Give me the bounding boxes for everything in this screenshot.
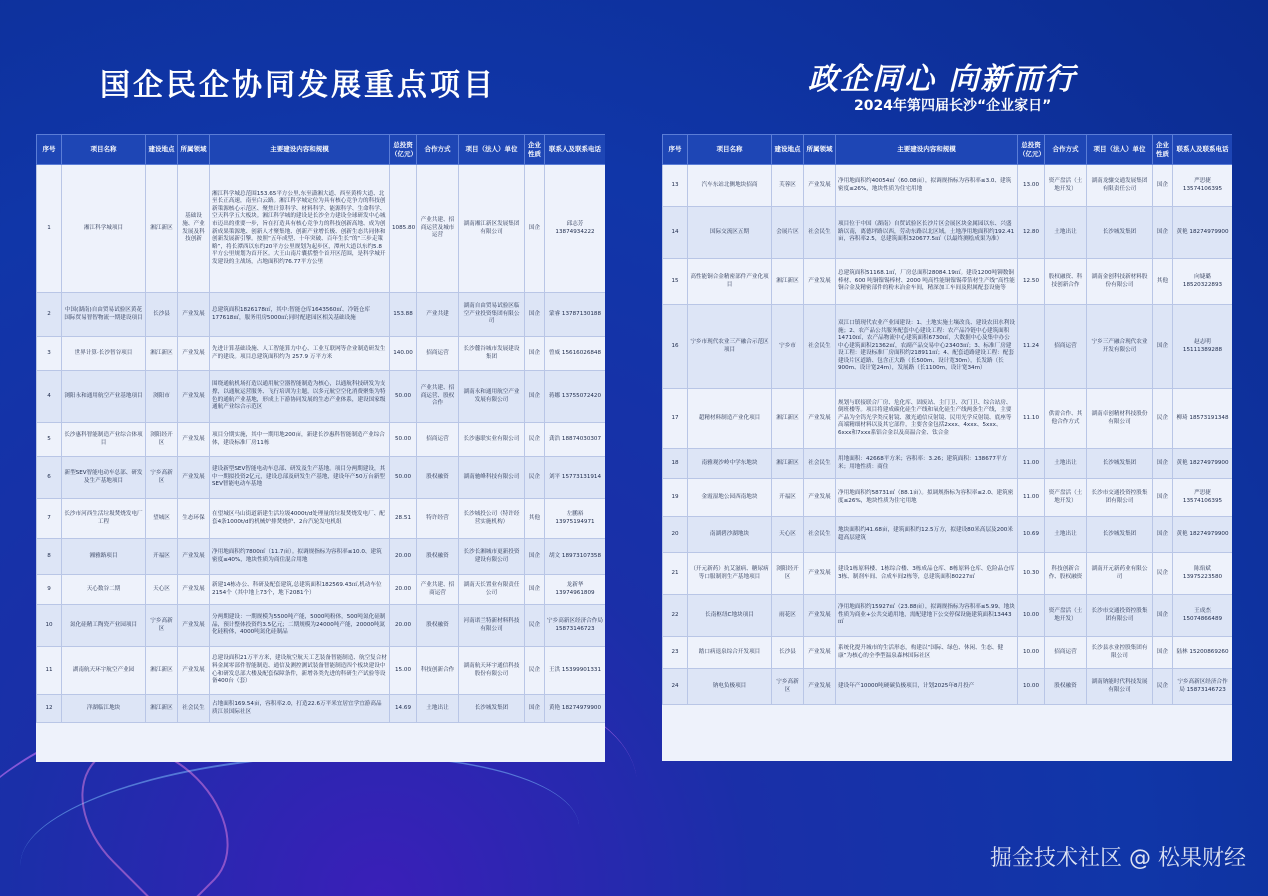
- cell-field: 产业发展: [178, 337, 210, 371]
- column-header-project-name: 项目名称: [688, 135, 772, 165]
- table-row: [663, 207, 1233, 259]
- cell-contact: 黄艳 18274979900: [1173, 517, 1233, 553]
- cell-legal-unit: 湖南自由贸易试验区临空产业投资集团有限公司: [459, 293, 525, 337]
- cell-field: 产业发展: [804, 637, 836, 669]
- cell-row-number: 11: [37, 647, 62, 695]
- cell-contact: 蒋娜 13755072420: [545, 371, 606, 423]
- cell-investment: 10.00: [1018, 595, 1045, 637]
- cell-row-number: 24: [663, 669, 688, 705]
- column-header-field: 所属领域: [178, 135, 210, 165]
- cell-field: 产业发展: [178, 293, 210, 337]
- cell-cooperation-mode: 股权融资、科技创新合作: [1045, 259, 1087, 305]
- cell-content: 地块面积约41.68亩，建筑面积约12.5万方，拟建设80米高层及200米超高层建筑: [836, 517, 1018, 553]
- cell-project-name: 高性能铜合金精密部件产业化项目: [688, 259, 772, 305]
- cell-enterprise-nature: 国企: [1153, 165, 1173, 207]
- cell-row-number: 13: [663, 165, 688, 207]
- cell-location: 会展片区: [772, 207, 804, 259]
- cell-project-name: 长沙惠科智能制造产业综合体项目: [62, 423, 146, 457]
- column-header-legal-unit: 项目（法人）单位: [1087, 135, 1153, 165]
- cell-content: 用地面积：42668平方米；容积率：3.26；建筑面积：138677平方米；用地性质：商住: [836, 449, 1018, 479]
- cell-cooperation-mode: 招商运营: [417, 423, 459, 457]
- cell-contact: 宁乡高新区经济合作局 15873146723: [1173, 669, 1233, 705]
- column-header-investment: 总投资（亿元）: [390, 135, 417, 165]
- table-row: [663, 305, 1233, 389]
- event-subtitle: 2024年第四届长沙“企业家日”: [854, 98, 1052, 114]
- cell-contact: 严思捷 13574106395: [1173, 165, 1233, 207]
- cell-cooperation-mode: 招商运营: [1045, 637, 1087, 669]
- cell-project-name: 氮化硅精工陶瓷产业园项目: [62, 605, 146, 647]
- cell-project-name: 超精材料制造产业化项目: [688, 389, 772, 449]
- cell-row-number: 9: [37, 575, 62, 605]
- cell-field: 产业发展: [178, 605, 210, 647]
- table-header-row: [37, 135, 606, 165]
- cell-legal-unit: 长沙惠联实业有限公司: [459, 423, 525, 457]
- page-title: 国企民企协同发展重点项目: [100, 68, 496, 103]
- cell-legal-unit: 长沙市交通投资控股集团有限公司: [1087, 479, 1153, 517]
- cell-field: 生态环保: [178, 499, 210, 539]
- cell-legal-unit: 长沙麓谷城市发展建设集团: [459, 337, 525, 371]
- slogan: 政企同心 向新而行: [808, 62, 1077, 97]
- cell-enterprise-nature: 民企: [1153, 553, 1173, 595]
- column-header-row-number: 序号: [663, 135, 688, 165]
- cell-field: 社会民生: [804, 517, 836, 553]
- cell-location: 宁乡高新区: [146, 605, 178, 647]
- cell-investment: 11.24: [1018, 305, 1045, 389]
- cell-enterprise-nature: 其他: [1153, 259, 1173, 305]
- cell-field: 社会民生: [804, 449, 836, 479]
- table-row: [663, 553, 1233, 595]
- cell-field: 产业发展: [178, 575, 210, 605]
- cell-contact: 龚浩 18874030307: [545, 423, 606, 457]
- cell-row-number: 17: [663, 389, 688, 449]
- cell-field: 产业发展: [178, 423, 210, 457]
- cell-legal-unit: 长沙县水业控股集团有限公司: [1087, 637, 1153, 669]
- cell-contact: 向婕璐 18520322893: [1173, 259, 1233, 305]
- cell-enterprise-nature: 国企: [525, 337, 545, 371]
- cell-field: 产业发展: [178, 457, 210, 499]
- table-row: [37, 499, 606, 539]
- cell-legal-unit: 长沙城发集团: [1087, 517, 1153, 553]
- cell-legal-unit: 湖南驰峰科技有限公司: [459, 457, 525, 499]
- cell-location: 湘江新区: [772, 389, 804, 449]
- cell-location: 雨花区: [772, 595, 804, 637]
- cell-cooperation-mode: 招商运营: [1045, 305, 1087, 389]
- cell-project-name: 浏阳永和通用航空产业基地项目: [62, 371, 146, 423]
- cell-project-name: 湘江科学城项目: [62, 165, 146, 293]
- cell-enterprise-nature: 国企: [1153, 305, 1173, 389]
- cell-investment: 140.00: [390, 337, 417, 371]
- column-header-field: 所属领域: [804, 135, 836, 165]
- cell-legal-unit: 长沙城投公司（特许经营实施机构）: [459, 499, 525, 539]
- cell-location: 湘江新区: [772, 449, 804, 479]
- cell-content: 净用地面积约40054㎡（60.08亩），拟调规指标为容积率≤3.0、建筑密度≤26%，地块性质为住宅用地: [836, 165, 1018, 207]
- cell-project-name: 长沙市河西生活垃圾焚烧发电厂工程: [62, 499, 146, 539]
- cell-field: 产业发展: [804, 553, 836, 595]
- cell-row-number: 4: [37, 371, 62, 423]
- cell-content: 占地面积169.54亩，容积率2.0，打造22.6万平米宜居宜学宜游高品质江景国际社区: [210, 695, 390, 723]
- cell-legal-unit: 长沙城发集团: [1087, 207, 1153, 259]
- cell-contact: 龙新华 13974961809: [545, 575, 606, 605]
- cell-content: 总建筑面积1826178㎡，其中:智能仓库1643560㎡、冷链仓库177618㎡，服务用房5000㎡;同时配建园区相关基础设施: [210, 293, 390, 337]
- cell-investment: 20.00: [390, 605, 417, 647]
- cell-contact: 蒙睿 13787130188: [545, 293, 606, 337]
- cell-legal-unit: 河南诺兰特新材料科技有限公司: [459, 605, 525, 647]
- cell-project-name: （开元新药）抗艾滋病、糖尿病等口服制剂生产基地项目: [688, 553, 772, 595]
- cell-investment: 11.00: [1018, 479, 1045, 517]
- cell-content: 先进计算基础设施、人工智能算力中心、工业互联网等企业制造研发生产的建设。项目总建筑面积约为 257.9 万平方米: [210, 337, 390, 371]
- table-row: [663, 449, 1233, 479]
- cell-cooperation-mode: 股权融资: [1045, 669, 1087, 705]
- table-row: [663, 517, 1233, 553]
- cell-location: 宁乡高新区: [146, 457, 178, 499]
- cell-investment: 10.30: [1018, 553, 1045, 595]
- column-header-content: 主要建设内容和规模: [836, 135, 1018, 165]
- cell-content: 系统化提升城市的生活形态，构建以“国际、绿色、休闲、生态、健康”为核心的全季型温泉森林国际社区: [836, 637, 1018, 669]
- table-row: [37, 539, 606, 575]
- cell-location: 湘江新区: [772, 259, 804, 305]
- cell-project-name: 洋湖临江地块: [62, 695, 146, 723]
- table-row: [37, 457, 606, 499]
- cell-contact: 刘平 15773131914: [545, 457, 606, 499]
- table-row: [663, 479, 1233, 517]
- cell-location: 浏阳经开区: [146, 423, 178, 457]
- cell-contact: 柳琦 18573191348: [1173, 389, 1233, 449]
- left-project-table: [36, 134, 605, 723]
- cell-legal-unit: 湖南开元新药业有限公司: [1087, 553, 1153, 595]
- cell-location: 开福区: [146, 539, 178, 575]
- cell-location: 天心区: [146, 575, 178, 605]
- cell-field: 基础设施、产业发展及科技创新: [178, 165, 210, 293]
- cell-project-name: 南雅观沙岭中学东地块: [688, 449, 772, 479]
- cell-row-number: 23: [663, 637, 688, 669]
- column-header-legal-unit: 项目（法人）单位: [459, 135, 525, 165]
- cell-row-number: 10: [37, 605, 62, 647]
- column-header-enterprise-nature: 企业性质: [1153, 135, 1173, 165]
- cell-location: 宁乡市: [772, 305, 804, 389]
- cell-field: 产业发展: [178, 539, 210, 575]
- cell-location: 湘江新区: [146, 647, 178, 695]
- cell-location: 浏阳经开区: [772, 553, 804, 595]
- cell-cooperation-mode: 股权融资: [417, 457, 459, 499]
- table-row: [37, 695, 606, 723]
- cell-investment: 28.51: [390, 499, 417, 539]
- cell-investment: 10.00: [1018, 669, 1045, 705]
- cell-investment: 20.00: [390, 539, 417, 575]
- column-header-investment: 总投资（亿元）: [1018, 135, 1045, 165]
- table-row: [663, 259, 1233, 305]
- cell-content: 分两期建设：一期规模为5500吨产能，5000吨粉体，500吨氮化硅制品，预计整体投资约3.5亿元；二期规模为24000吨产能，20000吨氮化硅粉体，4000吨氮化硅制品: [210, 605, 390, 647]
- cell-project-name: 新型SEV智能电动车总部、研发及生产基地项目: [62, 457, 146, 499]
- cell-field: 产业发展: [804, 389, 836, 449]
- cell-location: 望城区: [146, 499, 178, 539]
- cell-investment: 1085.80: [390, 165, 417, 293]
- cell-enterprise-nature: 民企: [525, 647, 545, 695]
- cell-row-number: 8: [37, 539, 62, 575]
- cell-legal-unit: 湖南航天环宇通信科技股份有限公司: [459, 647, 525, 695]
- cell-content: 项目位于中国（湖南）自贸试验区长沙片区会展区块金属园以东、兴盛路以南，离德坪路以西，劳动东路以北区域。土地净用地面积约192.41亩，容积率2.5，总建筑面积320677.5㎡（以最终测绘成果为准）: [836, 207, 1018, 259]
- cell-location: 浏阳市: [146, 371, 178, 423]
- cell-project-name: 钠电负极项目: [688, 669, 772, 705]
- table-row: [37, 423, 606, 457]
- cell-content: 围绕通航机场打造以通用航空器智能制造为核心，以通航科技研发为支撑，以通航运营服务、飞行培训为主题，以多元航空空化消费聚集为特色的通航产业基地，形成上下游协同发展的生态产业体系，建设国家级通航产业综合示范区: [210, 371, 390, 423]
- cell-location: 湘江新区: [146, 337, 178, 371]
- column-header-contact: 联系人及联系电话: [545, 135, 606, 165]
- cell-legal-unit: 长沙长湘城市更新投资建设有限公司: [459, 539, 525, 575]
- cell-location: 开福区: [772, 479, 804, 517]
- cell-project-name: 湖南航天环宇航空产业园: [62, 647, 146, 695]
- cell-row-number: 18: [663, 449, 688, 479]
- cell-legal-unit: 湖南钠能时代科技发展有限公司: [1087, 669, 1153, 705]
- cell-contact: 赵志明 15111389288: [1173, 305, 1233, 389]
- cell-field: 产业发展: [804, 479, 836, 517]
- cell-investment: 50.00: [390, 457, 417, 499]
- cell-enterprise-nature: 民企: [525, 605, 545, 647]
- cell-project-name: 汽车东站北侧地块招商: [688, 165, 772, 207]
- cell-investment: 11.00: [1018, 449, 1045, 479]
- cell-location: 长沙县: [772, 637, 804, 669]
- cell-content: 总建筑面积51168.1㎡，厂房总面积28084.19㎡。建设1200吨铆数铜棒材、600 吨铜镍锡棒材、2000 吨高性能铜镍锡带箔材生产线”高性能铜合金及精密部件的粉末冶金车间，精深加工车间及附属配套设施等: [836, 259, 1018, 305]
- cell-row-number: 15: [663, 259, 688, 305]
- table-row: [37, 337, 606, 371]
- cell-row-number: 14: [663, 207, 688, 259]
- cell-enterprise-nature: 国企: [1153, 479, 1173, 517]
- cell-row-number: 2: [37, 293, 62, 337]
- table-row: [37, 605, 606, 647]
- cell-field: 产业发展: [804, 669, 836, 705]
- column-header-location: 建设地点: [772, 135, 804, 165]
- cell-investment: 11.10: [1018, 389, 1045, 449]
- cell-legal-unit: 宁乡三产融合现代农业开发有限公司: [1087, 305, 1153, 389]
- cell-cooperation-mode: 资产盘活（土地开发）: [1045, 595, 1087, 637]
- cell-content: 净用地面积约58731㎡（88.1亩）。拟调规指标为容积率≤2.0、建筑密度≤26%，地块性质为住宅用地: [836, 479, 1018, 517]
- table-row: [663, 165, 1233, 207]
- cell-contact: 宁乡高新区经济合作局 15873146723: [545, 605, 606, 647]
- cell-contact: 陆林 15200869260: [1173, 637, 1233, 669]
- cell-legal-unit: 湖南湘江新区发展集团有限公司: [459, 165, 525, 293]
- cell-cooperation-mode: 特许经营: [417, 499, 459, 539]
- cell-project-name: 宁乡市现代农业三产融合示范区项目: [688, 305, 772, 389]
- column-header-cooperation-mode: 合作方式: [1045, 135, 1087, 165]
- cell-field: 产业发展: [804, 259, 836, 305]
- cell-cooperation-mode: 资产盘活（土地开发）: [1045, 479, 1087, 517]
- cell-investment: 14.69: [390, 695, 417, 723]
- cell-cooperation-mode: 招商运营: [417, 337, 459, 371]
- cell-contact: 陈焰斌 13975223580: [1173, 553, 1233, 595]
- right-project-table: [662, 134, 1232, 705]
- cell-contact: 严思捷 13574106395: [1173, 479, 1233, 517]
- cell-field: 产业发展: [178, 647, 210, 695]
- cell-investment: 15.00: [390, 647, 417, 695]
- cell-content: 在望城区马山街道新建生活垃圾4000t/d处理量的垃圾焚烧发电厂、配套4条1000t/d的机械炉排焚烧炉、2台汽轮发电机组: [210, 499, 390, 539]
- cell-enterprise-nature: 国企: [1153, 449, 1173, 479]
- cell-field: 产业发展: [804, 595, 836, 637]
- cell-row-number: 21: [663, 553, 688, 595]
- column-header-content: 主要建设内容和规模: [210, 135, 390, 165]
- cell-cooperation-mode: 科技创新合作: [417, 647, 459, 695]
- cell-content: 新建14栋办公、科研及配套建筑,总建筑面积182569.43㎡,机动车位2154个（其中地上73个，地下2081个）: [210, 575, 390, 605]
- cell-project-name: 中国(湖南)自由贸易试验区黄花国际贸易智智物流一期建设项目: [62, 293, 146, 337]
- cell-enterprise-nature: 国企: [525, 575, 545, 605]
- cell-cooperation-mode: 土地出让: [417, 695, 459, 723]
- cell-cooperation-mode: 土地出让: [1045, 207, 1087, 259]
- table-header-row: [663, 135, 1233, 165]
- cell-cooperation-mode: 土地出让: [1045, 449, 1087, 479]
- cell-investment: 13.00: [1018, 165, 1045, 207]
- cell-project-name: 长南枢纽C地块项目: [688, 595, 772, 637]
- left-project-table-panel: [36, 134, 605, 762]
- cell-field: 社会民生: [804, 207, 836, 259]
- cell-investment: 50.00: [390, 423, 417, 457]
- cell-investment: 20.00: [390, 575, 417, 605]
- cell-content: 项目分期实施，其中一期用地200亩，新建长沙惠科智能制造产业综合体，建设标准厂房11栋: [210, 423, 390, 457]
- table-row: [37, 293, 606, 337]
- cell-enterprise-nature: 民企: [1153, 389, 1173, 449]
- table-row: [37, 371, 606, 423]
- cell-contact: 曾威 15616026848: [545, 337, 606, 371]
- cell-row-number: 20: [663, 517, 688, 553]
- cell-row-number: 1: [37, 165, 62, 293]
- cell-enterprise-nature: 国企: [1153, 517, 1173, 553]
- cell-enterprise-nature: 国企: [525, 371, 545, 423]
- cell-content: 净用地面积约7800㎡（11.7亩）。拟调规指标为容积率≤10.0、建筑密度≤40%，地块性质为商住混合用地: [210, 539, 390, 575]
- cell-row-number: 5: [37, 423, 62, 457]
- cell-content: 规划与联接联合厂房、危化库、固废站、主门卫、次门卫、综合站房、倒班楼等。项目将建成碳化硅生产线和氧化硅生产线两条生产线，主要产品为全钨光学类反射镜、激光通信反射镜、民用光学反射镜、底座等高端精细材料以及其它部件，主要含金包括2xxx、4xxx、5xxx、6xxx和7xxx系铝合金以及高温合金、钛合金: [836, 389, 1018, 449]
- cell-project-name: 湘雅路项目: [62, 539, 146, 575]
- cell-investment: 50.00: [390, 371, 417, 423]
- cell-project-name: 世界计算·长沙智谷项目: [62, 337, 146, 371]
- cell-enterprise-nature: 国企: [525, 165, 545, 293]
- cell-content: 建设1栋原料楼、1栋综合楼、3栋成品仓库、8栋原料仓库、危险品仓库3栋、制剂车间、合成车间2栋等，总建筑面积80227㎡: [836, 553, 1018, 595]
- table-row: [37, 575, 606, 605]
- cell-legal-unit: 湖南龙骧交通发展集团有限责任公司: [1087, 165, 1153, 207]
- cell-content: 双江口镇现代农业产业园建设：1、土地实施土壤改良、建设农田水利设施；2、农产品公共服务配套中心建设工程：农产品冷链中心建筑面积14710㎡，农产品物流中心建筑面积6730㎡，大数据中心及集中办公中心建筑面积21362㎡，农副产品交易中心23403㎡；3、标准厂房建设工程：建设标准厂房面积约218911㎡；4、配套道路建设工程：配套建设片区道路、包含正大路（长500m、设计宽30m），长发路（长900m、设计宽24m），发展路（长1100m，设计宽34m）: [836, 305, 1018, 389]
- cell-investment: 12.50: [1018, 259, 1045, 305]
- cell-row-number: 22: [663, 595, 688, 637]
- cell-enterprise-nature: 其他: [525, 499, 545, 539]
- cell-cooperation-mode: 资产盘活（土地开发）: [1045, 165, 1087, 207]
- cell-investment: 10.69: [1018, 517, 1045, 553]
- column-header-cooperation-mode: 合作方式: [417, 135, 459, 165]
- cell-content: 建设年产10000吨硬碳负极项目，计划2025年8月投产: [836, 669, 1018, 705]
- cell-content: 总建设面积21万平方米，建设航空航天工艺装备智能制造、航空复合材料金属零部件智能制造、通信及测控测试装备智能制造四个板块建设中心和研发总部大楼及配套保障条件，新增各类先进的科研生产试验等设备400台（套）: [210, 647, 390, 695]
- cell-field: 社会民生: [804, 305, 836, 389]
- column-header-contact: 联系人及联系电话: [1173, 135, 1233, 165]
- cell-content: 湘江科学城总范围153.65平方公里,东至潇湘大道、西至黄桥大道、北至长正高速，南至白云路。湘江科学城定位为具有核心竞争力的科技创新策源核心示范区、聚焦计算科学、材料科学、能源科学、生命科学、空天科学五大板块。湘江科学城的建设是长沙全力建设全球研发中心城市迈出的重要一步，旨在打造具有核心竞争力的科技创新高地、成为创新成果策源地、创新人才聚集地、创新产业增长极、创新生态共同体和创新发展新引擎。按照“五年成型、十年突破、百年生长”的“三步走策略”，将长潭西以东约20平方公里规划为起步区，潭州大道以东约5.8平方公里规划为首开区。大王山南片囊括整个首开区范围，是科学城开发建设的主战场，占地面积约76.77平方公里: [210, 165, 390, 293]
- column-header-row-number: 序号: [37, 135, 62, 165]
- table-row: [663, 637, 1233, 669]
- table-row: [37, 647, 606, 695]
- column-header-project-name: 项目名称: [62, 135, 146, 165]
- table-row: [663, 389, 1233, 449]
- cell-row-number: 3: [37, 337, 62, 371]
- cell-legal-unit: 长沙城发集团: [1087, 449, 1153, 479]
- cell-contact: 王成杰 15074866489: [1173, 595, 1233, 637]
- cell-project-name: 金霞湿地公园西南地块: [688, 479, 772, 517]
- cell-investment: 12.80: [1018, 207, 1045, 259]
- cell-row-number: 19: [663, 479, 688, 517]
- cell-field: 产业发展: [804, 165, 836, 207]
- cell-location: 长沙县: [146, 293, 178, 337]
- column-header-enterprise-nature: 企业性质: [525, 135, 545, 165]
- cell-row-number: 12: [37, 695, 62, 723]
- column-header-location: 建设地点: [146, 135, 178, 165]
- watermark-text: 掘金技术社区 @ 松果财经: [990, 846, 1246, 871]
- cell-legal-unit: 湖南卓创精材科技股份有限公司: [1087, 389, 1153, 449]
- table-row: [663, 669, 1233, 705]
- cell-contact: 王洪 15399901331: [545, 647, 606, 695]
- cell-location: 天心区: [772, 517, 804, 553]
- cell-enterprise-nature: 国企: [1153, 595, 1173, 637]
- cell-project-name: 天心数谷二期: [62, 575, 146, 605]
- cell-contact: 黄艳 18274979900: [545, 695, 606, 723]
- cell-enterprise-nature: 国企: [1153, 637, 1173, 669]
- cell-cooperation-mode: 产业共建、招商运营: [417, 575, 459, 605]
- table-row: [663, 595, 1233, 637]
- cell-cooperation-mode: 产业共建、招商运营、股权合作: [417, 371, 459, 423]
- cell-legal-unit: 长沙市交通投资控股集团有限公司: [1087, 595, 1153, 637]
- cell-row-number: 16: [663, 305, 688, 389]
- cell-legal-unit: 湖南天长置业有限责任公司: [459, 575, 525, 605]
- cell-content: 净用地面积约15927㎡（23.88亩），拟调规指标为容积率≤5.99、地块性质为商业+公共交通用地，需配建地下公交停保设施建筑面积13443㎡: [836, 595, 1018, 637]
- cell-row-number: 7: [37, 499, 62, 539]
- cell-enterprise-nature: 民企: [525, 457, 545, 499]
- cell-project-name: 踏口病退泉综合开发项目: [688, 637, 772, 669]
- cell-cooperation-mode: 股权融资: [417, 605, 459, 647]
- cell-contact: 黄艳 18274979900: [1173, 449, 1233, 479]
- cell-cooperation-mode: 土地出让: [1045, 517, 1087, 553]
- cell-enterprise-nature: 国企: [525, 695, 545, 723]
- right-project-table-panel: [662, 134, 1232, 761]
- cell-enterprise-nature: 国企: [1153, 207, 1173, 259]
- cell-location: 宁乡高新区: [772, 669, 804, 705]
- cell-cooperation-mode: 产业共建、招商运营及城市运营: [417, 165, 459, 293]
- cell-contact: 胡文 18973107358: [545, 539, 606, 575]
- cell-enterprise-nature: 民企: [1153, 669, 1173, 705]
- cell-project-name: 南湖碧沙湖地块: [688, 517, 772, 553]
- cell-contact: 黄艳 18274979900: [1173, 207, 1233, 259]
- cell-content: 建设新型SEV智能电动车总部、研发及生产基地。项目分两期建设，其中一期拟投资2亿元，建设总部及研发生产基地，建设年产50万台新型SEV智能电动车基地: [210, 457, 390, 499]
- cell-enterprise-nature: 国企: [525, 293, 545, 337]
- cell-cooperation-mode: 供需合作、其他合作方式: [1045, 389, 1087, 449]
- cell-field: 产业发展: [178, 371, 210, 423]
- cell-location: 芙蓉区: [772, 165, 804, 207]
- cell-project-name: 国际交流区五期: [688, 207, 772, 259]
- cell-field: 社会民生: [178, 695, 210, 723]
- cell-cooperation-mode: 产业共建: [417, 293, 459, 337]
- cell-legal-unit: 湖南金创科技新材料股份有限公司: [1087, 259, 1153, 305]
- cell-investment: 153.88: [390, 293, 417, 337]
- cell-enterprise-nature: 国企: [525, 539, 545, 575]
- cell-enterprise-nature: 民企: [525, 423, 545, 457]
- cell-row-number: 6: [37, 457, 62, 499]
- cell-location: 湘江新区: [146, 165, 178, 293]
- cell-contact: 左鹏裕 13975194971: [545, 499, 606, 539]
- cell-legal-unit: 长沙城发集团: [459, 695, 525, 723]
- cell-cooperation-mode: 股权融资: [417, 539, 459, 575]
- cell-contact: 邱志芳 13874934222: [545, 165, 606, 293]
- cell-location: 湘江新区: [146, 695, 178, 723]
- cell-cooperation-mode: 科技创新合作、股权融资: [1045, 553, 1087, 595]
- cell-legal-unit: 湖南永和通用航空产业发展有限公司: [459, 371, 525, 423]
- cell-investment: 10.00: [1018, 637, 1045, 669]
- table-row: [37, 165, 606, 293]
